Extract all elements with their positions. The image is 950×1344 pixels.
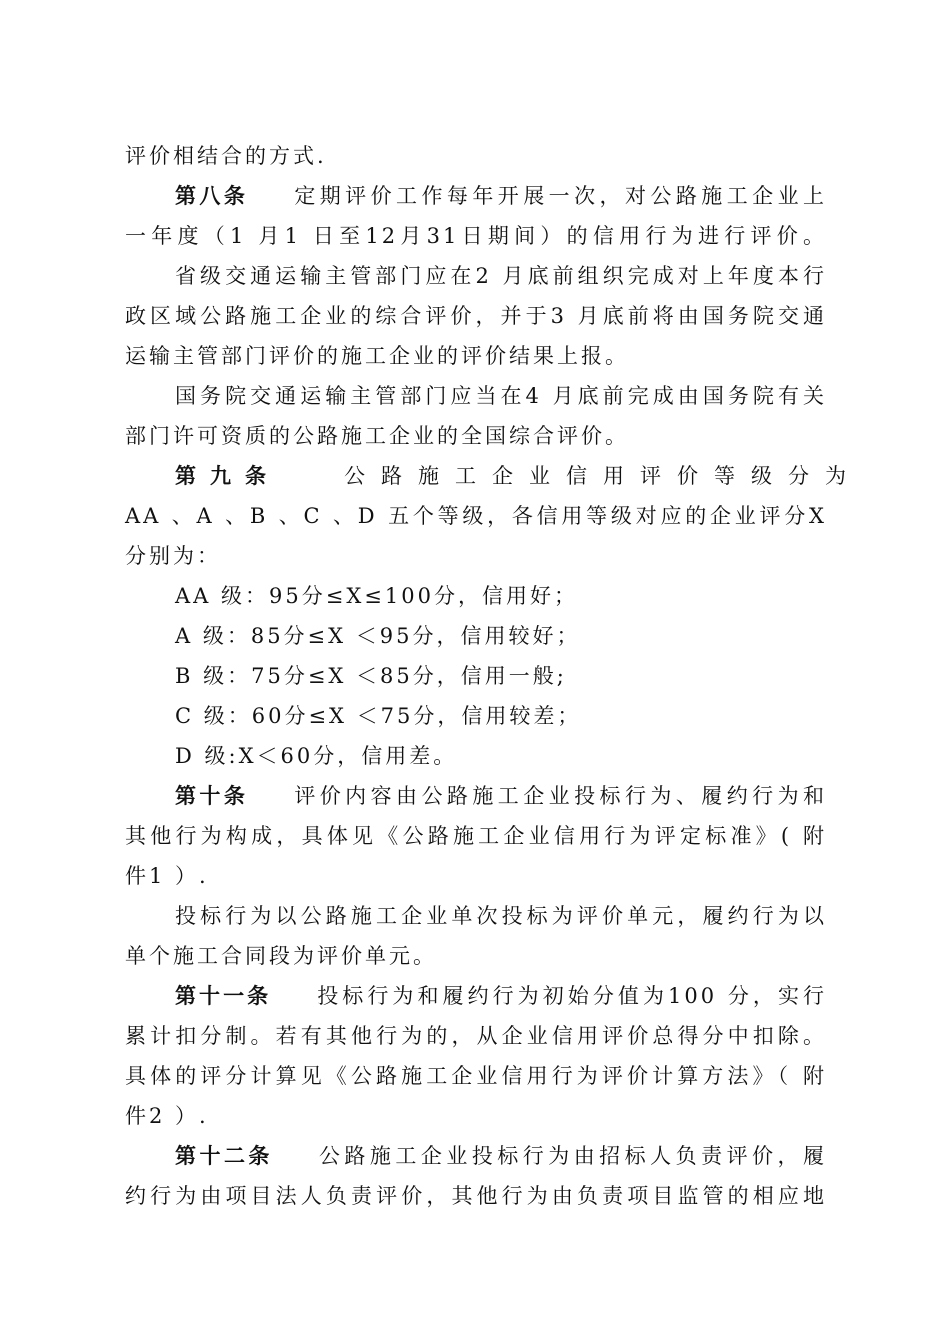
article-heading: 第九条 <box>175 463 280 488</box>
article-11-line <box>175 983 827 1009</box>
text-line: 单个施工合同段为评价单元。 <box>125 944 437 968</box>
grade-a-line: A 级：85分≤X ＜95分，信用较好； <box>175 624 581 648</box>
text-line: 其他行为构成，具体见《公路施工企业信用行为评定标准》( 附 <box>125 824 827 848</box>
article-text: 定期评价工作每年开展一次，对公路施工企业上 <box>294 184 828 208</box>
text-line: AA 、A 、B 、C 、D 五个等级，各信用等级对应的企业评分X <box>125 504 827 528</box>
article-heading: 第八条 <box>175 183 249 208</box>
text-line: 一年度（1 月1 日至12月31日期间）的信用行为进行评价。 <box>125 224 827 248</box>
article-text: 投标行为和履约行为初始分值为100 分，实行 <box>317 984 828 1008</box>
text-line: 件2 ）. <box>125 1104 209 1128</box>
grade-d-line: D 级:X＜60分，信用差。 <box>175 744 458 768</box>
article-text: 评价内容由公路施工企业投标行为、履约行为和 <box>294 784 828 808</box>
text-line: 件1 ）. <box>125 864 209 888</box>
article-text: 公路施工企业投标行为由招标人负责评价，履 <box>318 1144 828 1168</box>
text-line: 约行为由项目法人负责评价，其他行为由负责项目监管的相应地 <box>125 1184 827 1208</box>
text-line: 分别为： <box>125 544 221 568</box>
text-line: 部门许可资质的公路施工企业的全国综合评价。 <box>125 424 629 448</box>
article-heading: 第十一条 <box>175 983 272 1008</box>
article-heading: 第十二条 <box>175 1143 273 1168</box>
text-line: 具体的评分计算见《公路施工企业信用行为评价计算方法》（ 附 <box>125 1064 827 1088</box>
article-10-line <box>175 783 827 809</box>
grade-aa-line: AA 级：95分≤X≤100分，信用好； <box>175 584 578 608</box>
text-line: 投标行为以公路施工企业单次投标为评价单元，履约行为以 <box>175 904 827 928</box>
article-12-line <box>175 1143 827 1169</box>
grade-b-line: B 级：75分≤X ＜85分，信用一般; <box>175 664 567 688</box>
text-line: 国务院交通运输主管部门应当在4 月底前完成由国务院有关 <box>175 384 827 408</box>
article-text: 公路施工企业信用评价等级分为 <box>344 464 862 488</box>
grade-c-line: C 级：60分≤X ＜75分，信用较差； <box>175 704 582 728</box>
text-line: 省级交通运输主管部门应在2 月底前组织完成对上年度本行 <box>175 264 827 288</box>
article-heading: 第十条 <box>175 783 249 808</box>
text-line: 政区域公路施工企业的综合评价，并于3 月底前将由国务院交通 <box>125 304 827 328</box>
article-9-line <box>175 463 862 489</box>
text-line: 评价相结合的方式. <box>125 144 327 168</box>
article-8-line <box>175 183 827 209</box>
text-line: 累计扣分制。若有其他行为的，从企业信用评价总得分中扣除。 <box>125 1024 827 1048</box>
text-line: 运输主管部门评价的施工企业的评价结果上报。 <box>125 344 629 368</box>
